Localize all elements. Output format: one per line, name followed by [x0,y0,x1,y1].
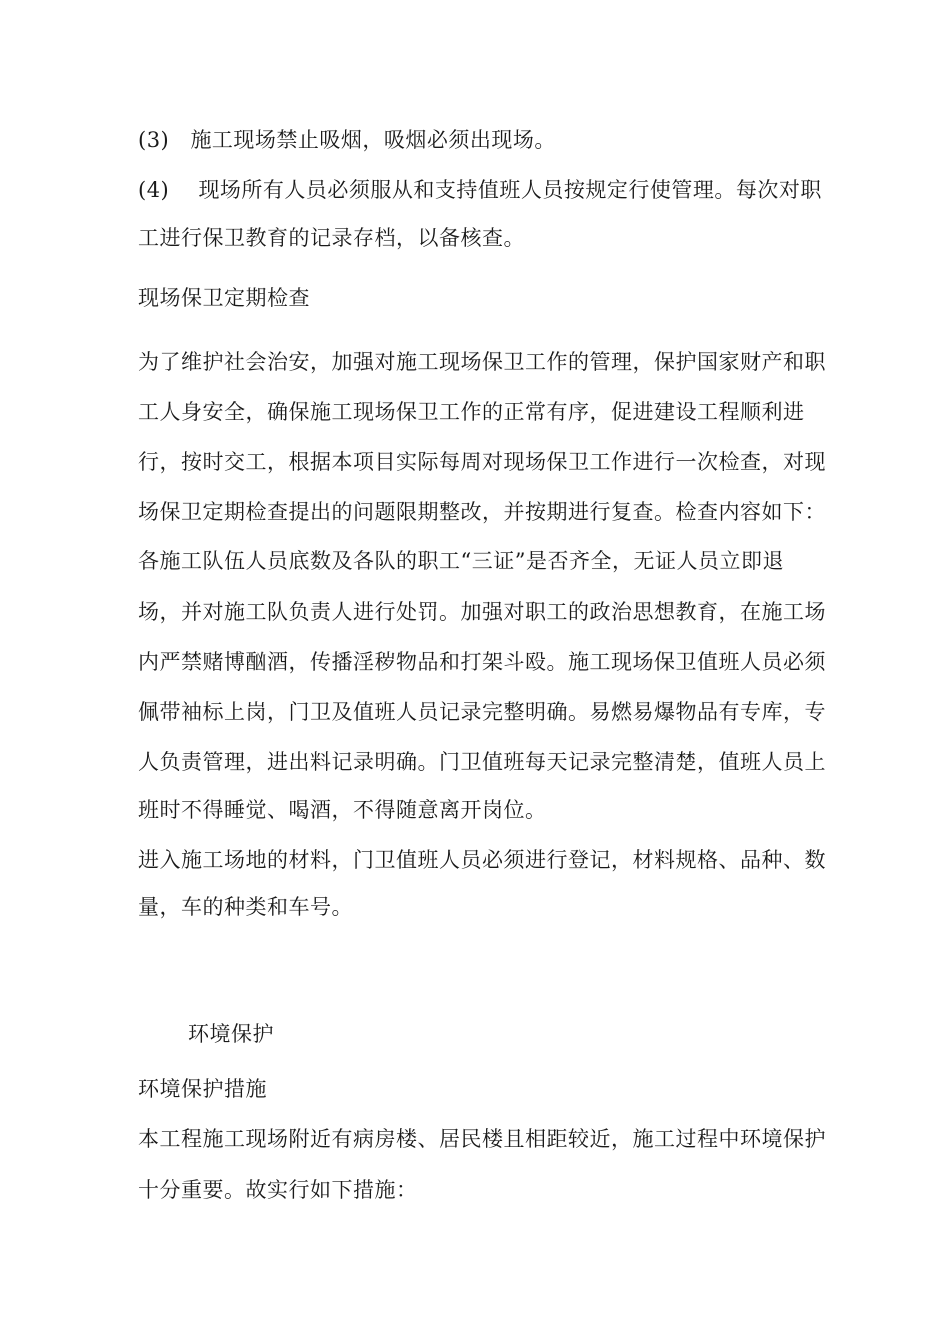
paragraph-line: 佩带袖标上岗，门卫及值班人员记录完整明确。易燃易爆物品有专库，专 [138,700,826,724]
paragraph-line: 班时不得睡觉、喝酒，不得随意离开岗位。 [138,798,547,822]
list-item-4-continuation: 工进行保卫教育的记录存档，以备核查。 [138,226,525,250]
item-text: 施工现场禁止吸烟，吸烟必须出现场。 [190,128,556,152]
paragraph-line: 本工程施工现场附近有病房楼、居民楼且相距较近，施工过程中环境保护 [138,1127,826,1151]
paragraph-line: 内严禁赌博酗酒，传播淫秽物品和打架斗殴。施工现场保卫值班人员必须 [138,650,826,674]
section-heading-environment: 环境保护 [188,1022,274,1046]
paragraph-line: 十分重要。故实行如下措施： [138,1178,418,1202]
paragraph-line: 场，并对施工队负责人进行处罚。加强对职工的政治思想教育，在施工场 [138,600,826,624]
paragraph-line: 人负责管理，进出料记录明确。门卫值班每天记录完整清楚，值班人员上 [138,750,826,774]
paragraph-line: 工人身安全，确保施工现场保卫工作的正常有序，促进建设工程顺利进 [138,400,805,424]
list-item-4 [138,178,822,202]
section-heading-security-check: 现场保卫定期检查 [138,286,310,310]
item-number: (4) [138,178,170,202]
list-item-3 [138,128,556,152]
paragraph-line: 场保卫定期检查提出的问题限期整改，并按期进行复查。检查内容如下： [138,500,826,524]
paragraph-line: 各施工队伍人员底数及各队的职工“三证”是否齐全，无证人员立即退 [138,549,784,573]
paragraph-line: 进入施工场地的材料，门卫值班人员必须进行登记，材料规格、品种、数 [138,848,826,872]
paragraph-line: 为了维护社会治安，加强对施工现场保卫工作的管理，保护国家财产和职 [138,350,826,374]
paragraph-line: 量，车的种类和车号。 [138,895,353,919]
item-number: (3) [138,128,170,152]
paragraph-line: 行，按时交工，根据本项目实际每周对现场保卫工作进行一次检查，对现 [138,450,826,474]
section-heading-environment-measures: 环境保护措施 [138,1077,267,1101]
item-text: 现场所有人员必须服从和支持值班人员按规定行使管理。每次对职 [198,178,822,202]
